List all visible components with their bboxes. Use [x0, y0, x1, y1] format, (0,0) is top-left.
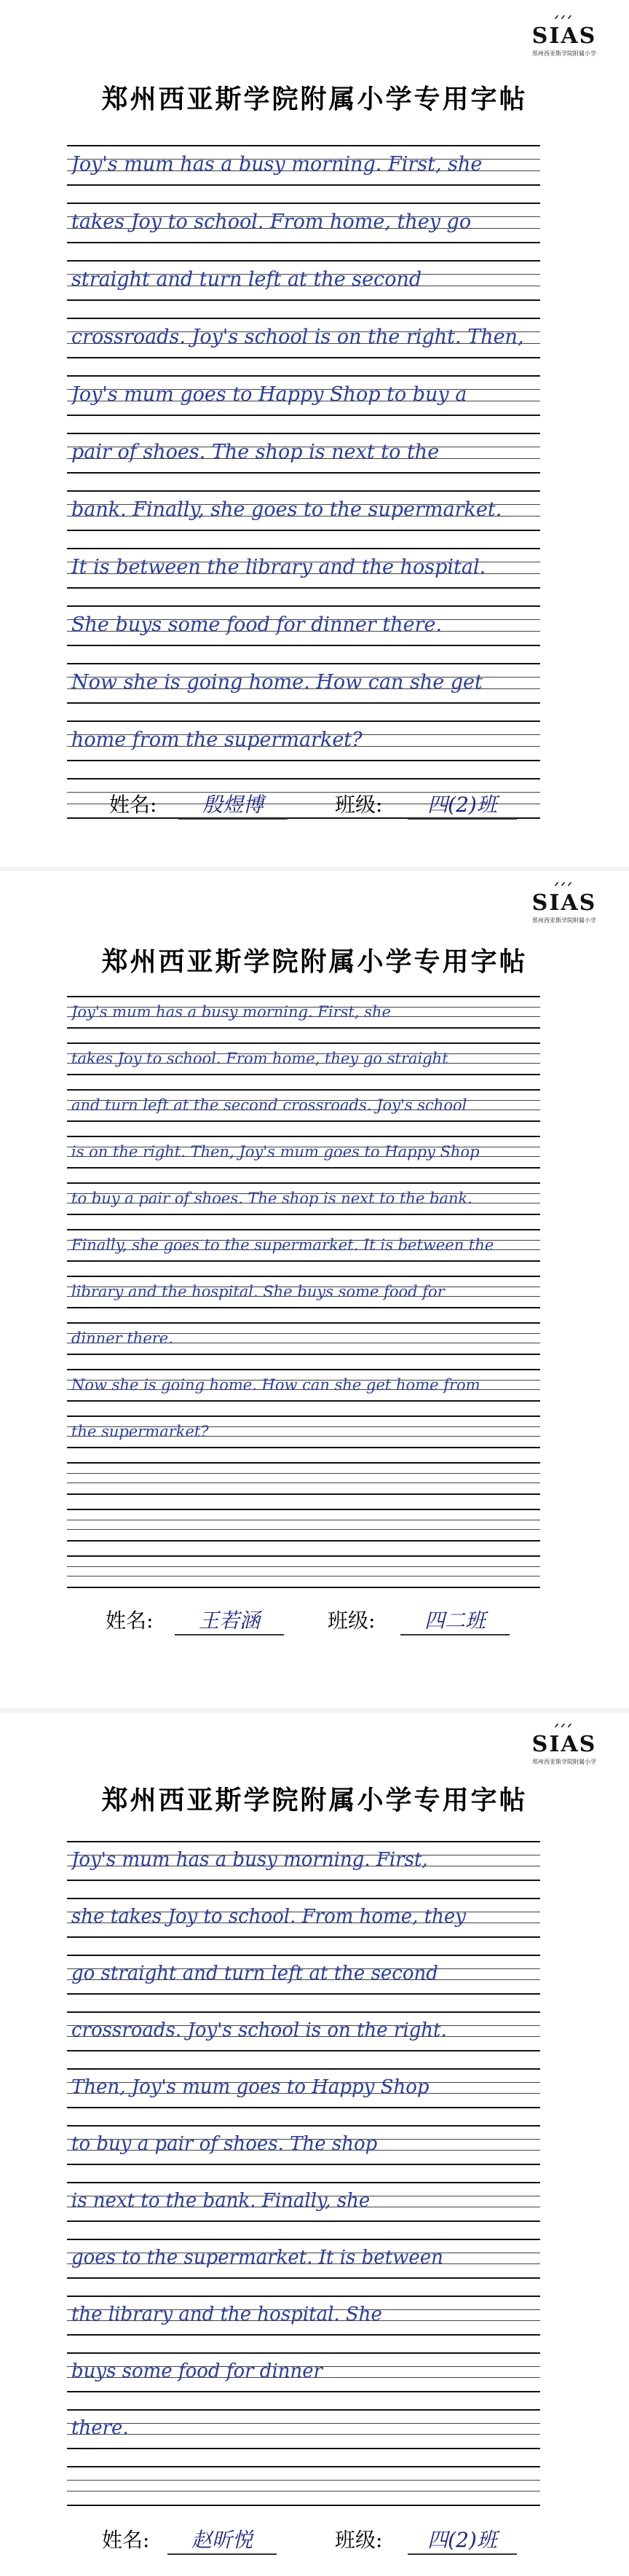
ruled-line [67, 2277, 540, 2279]
writing-row [67, 2342, 540, 2399]
handwritten-line: Now she is going home. How can she get [71, 671, 483, 694]
handwritten-line: straight and turn left at the second [71, 268, 422, 291]
handwritten-line: Now she is going home. How can she get home from [71, 1376, 480, 1394]
page-title: 郑州西亚斯学院附属小学专用字帖 [101, 1785, 528, 1815]
handwritten-line: the library and the hospital. She [71, 2304, 382, 2325]
handwritten-line: to buy a pair of shoes. The shop is next to the bank. [71, 1190, 472, 1207]
writing-row [67, 538, 540, 595]
ruled-line [67, 760, 540, 761]
handwritten-line: Joy's mum has a busy morning. First, she [71, 1003, 391, 1021]
writing-row [67, 1220, 540, 1267]
handwritten-line: she takes Joy to school. From home, they [71, 1906, 466, 1928]
ruled-line [67, 2505, 540, 2506]
ruled-line [67, 645, 540, 646]
page-title: 郑州西亚斯学院附属小学专用字帖 [101, 946, 528, 977]
handwritten-line: Then, Joy's mum goes to Happy Shop [71, 2076, 430, 2098]
ruled-line [67, 1540, 540, 1542]
writing-lines [67, 135, 540, 825]
name-label: 姓名: [109, 793, 157, 817]
writing-row [67, 595, 540, 653]
student-name: 王若涵 [175, 1605, 284, 1635]
handwritten-line: there. [71, 2417, 129, 2439]
handwritten-line: Finally, she goes to the supermarket. It is between the [71, 1236, 494, 1254]
ruled-line [67, 1880, 540, 1881]
ruled-line [67, 1993, 540, 1995]
ruled-line [67, 357, 540, 358]
handwritten-line: Joy's mum has a busy morning. First, she [71, 153, 483, 176]
writing-row [67, 1407, 540, 1453]
writing-row [67, 2001, 540, 2058]
school-logo [517, 881, 612, 924]
copybook-sheet-1 [0, 0, 629, 860]
sheet-divider [0, 867, 629, 871]
student-name: 赵昕悦 [167, 2524, 277, 2555]
handwritten-line: is next to the bank. Finally, she [71, 2190, 371, 2212]
writing-row [67, 423, 540, 480]
ruled-line [67, 2050, 540, 2051]
ruled-line [67, 1555, 540, 1557]
handwritten-line: buys some food for dinner [71, 2360, 323, 2382]
handwritten-line: dinner there. [71, 1330, 173, 1347]
handwritten-line: to buy a pair of shoes. The shop [71, 2133, 378, 2155]
page-title: 郑州西亚斯学院附属小学专用字帖 [101, 84, 528, 114]
ruled-line [67, 2391, 540, 2392]
ruled-line [67, 1587, 540, 1588]
school-logo [517, 15, 612, 58]
ruled-line [67, 472, 540, 474]
writing-row [67, 1080, 540, 1127]
writing-row [67, 192, 540, 250]
writing-row [67, 1360, 540, 1407]
ruled-line [67, 1473, 540, 1474]
name-label: 姓名: [102, 2528, 150, 2552]
writing-row [67, 1944, 540, 2001]
class-label: 班级: [335, 793, 383, 817]
ruled-line [67, 702, 540, 704]
writing-row [67, 1127, 540, 1174]
writing-row [67, 1888, 540, 1944]
student-class: 四(2)班 [408, 789, 517, 820]
handwritten-line: pair of shoes. The shop is next to the [71, 441, 440, 463]
student-class: 四(2)班 [408, 2524, 517, 2555]
ruled-line [67, 2466, 540, 2467]
writing-lines [67, 1831, 540, 2513]
name-label: 姓名: [106, 1609, 154, 1633]
writing-row [67, 2285, 540, 2342]
handwritten-line: go straight and turn left at the second [71, 1963, 438, 1984]
logo-subtitle: 郑州西亚斯学院附属小学 [532, 50, 596, 57]
ruled-line [67, 2107, 540, 2108]
handwritten-line: Joy's mum goes to Happy Shop to buy a [71, 383, 467, 406]
handwritten-line: library and the hospital. She buys some food for [71, 1283, 445, 1300]
handwritten-line: takes Joy to school. From home, they go [71, 211, 472, 233]
writing-row [67, 2399, 540, 2456]
class-label: 班级: [328, 1609, 376, 1633]
writing-row [67, 1453, 540, 1500]
ruled-line [67, 778, 540, 780]
ruled-line [67, 1493, 540, 1495]
writing-lines [67, 987, 540, 1593]
ruled-line [67, 2164, 540, 2165]
handwritten-line: home from the supermarket? [71, 729, 363, 751]
handwritten-line: takes Joy to school. From home, they go straight [71, 1050, 448, 1067]
handwritten-line: crossroads. Joy's school is on the right. Then, [71, 326, 524, 348]
ruled-line [67, 587, 540, 589]
student-class: 四二班 [400, 1605, 510, 1635]
writing-row [67, 250, 540, 307]
sheet-divider [0, 1708, 629, 1713]
handwritten-line: the supermarket? [71, 1423, 209, 1440]
ruled-line [67, 2448, 540, 2449]
student-name: 殷煜博 [178, 789, 288, 820]
writing-row [67, 480, 540, 538]
ruled-line [67, 1936, 540, 1938]
handwritten-line: Joy's mum has a busy morning. First, [71, 1849, 428, 1871]
ruled-line [67, 242, 540, 243]
sias-logo-mark: ᐟᐟᐟ SIAS [531, 14, 597, 49]
handwritten-line: bank. Finally, she goes to the supermarket. [71, 498, 502, 521]
writing-row [67, 2229, 540, 2285]
sias-logo-mark: ᐟᐟᐟ SIAS [531, 1722, 597, 1757]
ruled-line [67, 184, 540, 186]
writing-row [67, 2058, 540, 2115]
ruled-line [67, 2480, 540, 2481]
writing-row [67, 987, 540, 1034]
writing-row [67, 2172, 540, 2229]
ruled-line [67, 1529, 540, 1530]
ruled-line [67, 415, 540, 416]
writing-row [67, 365, 540, 423]
writing-row [67, 1267, 540, 1313]
logo-subtitle: 郑州西亚斯学院附属小学 [532, 1759, 596, 1765]
ruled-line [67, 1509, 540, 1510]
ruled-line [67, 299, 540, 301]
writing-row [67, 1500, 540, 1547]
handwritten-line: goes to the supermarket. It is between [71, 2247, 443, 2269]
writing-row [67, 135, 540, 192]
writing-row [67, 1313, 540, 1360]
writing-row [67, 710, 540, 768]
handwritten-line: crossroads. Joy's school is on the right. [71, 2019, 447, 2041]
writing-row [67, 2115, 540, 2172]
handwritten-line: and turn left at the second crossroads. Joy's school [71, 1096, 467, 1114]
ruled-line [67, 2334, 540, 2336]
ruled-line [67, 530, 540, 531]
writing-row [67, 307, 540, 365]
writing-row [67, 2456, 540, 2513]
ruled-line [67, 2220, 540, 2222]
class-label: 班级: [335, 2528, 383, 2552]
handwritten-line: is on the right. Then, Joy's mum goes to Happy Shop [71, 1143, 480, 1161]
writing-row [67, 1831, 540, 1888]
writing-row [67, 1034, 540, 1080]
writing-row [67, 1547, 540, 1593]
writing-row [67, 1174, 540, 1220]
ruled-line [67, 1462, 540, 1464]
logo-subtitle: 郑州西亚斯学院附属小学 [532, 917, 596, 924]
sias-logo-mark: ᐟᐟᐟ SIAS [531, 881, 597, 916]
school-logo [517, 1723, 612, 1766]
ruled-line [67, 1566, 540, 1567]
writing-row [67, 653, 540, 710]
copybook-sheet-2 [0, 874, 629, 1705]
handwritten-line: It is between the library and the hospital. [71, 556, 486, 578]
copybook-sheet-3 [0, 1716, 629, 2576]
handwritten-line: She buys some food for dinner there. [71, 613, 443, 636]
